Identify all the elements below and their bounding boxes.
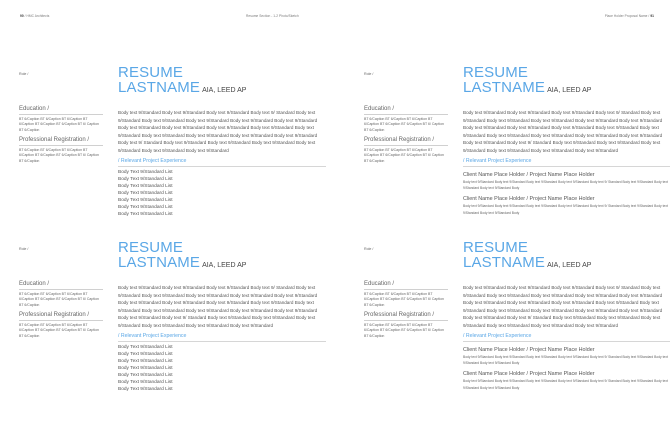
page-header <box>0 0 670 30</box>
resume-main <box>463 241 670 395</box>
list-item: Body Text 9/Standard List <box>118 183 173 189</box>
education-title: Education / <box>364 281 448 290</box>
registration-title: Professional Registration / <box>364 137 448 146</box>
project-description: Body text 9/Standard Body text 9/Standard Body text 9/Standard Body text 9/Standard Body text 9/ Standard Body text 9/Standard Body text 9/Standard Body text 9/Standard Body <box>463 179 668 190</box>
project-title: Client Name Place Holder / Project Name Place Holder <box>463 346 595 353</box>
registration-section <box>19 137 103 164</box>
credentials: AIA, LEED AP <box>547 87 592 94</box>
registration-section <box>19 312 103 339</box>
name-second-line <box>463 255 670 274</box>
list-item: Body Text 9/Standard List <box>118 211 173 217</box>
resume-main <box>118 241 326 393</box>
section-label: Resume Section - 1-2 Photo/Sketch <box>246 14 299 18</box>
name-first-line: RESUME <box>118 64 184 81</box>
list-item: Body Text 9/Standard List <box>118 190 173 196</box>
bio-paragraph: Body text 9/Standard Body text 9/Standard Body text 9/Standard Body text 9/ Standard Body text 9/Standard Body text 9/Standard Body text 9/Standard Body text 9/Standard Body text 9/Standard Body text 9/Standard Body text 9/Standard Body text 9/Standard Body text 9/Standard Body text 9/Standard Body text 9/Standard Body text 9/Standard Body text 9/Standard Body text 9/Standard Body text 9/ Standard Body text 9/Standard Body text 9/Standard Body text 9/Standard Body text 9/Standard Body text 9/Standard Body text 9/Standard <box>118 110 318 153</box>
name-first-line: RESUME <box>463 239 529 256</box>
list-item: Body Text 9/Standard List <box>118 351 173 357</box>
resume-main <box>118 66 326 218</box>
registration-section <box>364 137 448 164</box>
registration-title: Professional Registration / <box>19 137 103 146</box>
registration-title: Professional Registration / <box>364 312 448 321</box>
name-second-line <box>463 80 670 99</box>
name-second-line <box>118 80 326 99</box>
role-label: Role / <box>19 247 29 251</box>
project-entry <box>463 171 670 192</box>
education-section <box>19 106 103 133</box>
role-label: Role / <box>364 72 374 76</box>
list-item: Body Text 9/Standard List <box>118 169 173 175</box>
experience-list <box>118 344 326 393</box>
project-entry <box>463 370 670 391</box>
list-item: Body Text 9/Standard List <box>118 372 173 378</box>
education-title: Education / <box>19 106 103 115</box>
left-folio <box>20 14 49 18</box>
project-description: Body text 9/Standard Body text 9/Standard Body text 9/Standard Body text 9/Standard Body text 9/ Standard Body text 9/Standard Body text 9/Standard Body text 9/Standard Body <box>463 204 668 215</box>
education-body: BT 6/Caption BT 6/Caption BT 6/Caption BT 6/Caption BT 6/Caption BT 6/Caption BT 6/ Caption BT 6/Caption <box>19 292 99 307</box>
last-name: LASTNAME <box>463 254 546 271</box>
last-name: LASTNAME <box>118 254 201 271</box>
registration-body: BT 6/Caption BT 6/Caption BT 6/Caption BT 6/Caption BT 6/Caption BT 6/Caption BT 6/ Caption BT 6/Caption <box>364 148 444 163</box>
list-item: Body Text 9/Standard List <box>118 197 173 203</box>
last-name: LASTNAME <box>118 79 201 96</box>
project-description: Body text 9/Standard Body text 9/Standard Body text 9/Standard Body text 9/Standard Body text 9/ Standard Body text 9/Standard Body text 9/Standard Body text 9/Standard Body <box>463 354 668 365</box>
education-section <box>364 281 448 308</box>
list-item: Body Text 9/Standard List <box>118 379 173 385</box>
education-section <box>19 281 103 308</box>
education-body: BT 6/Caption BT 6/Caption BT 6/Caption BT 6/Caption BT 6/Caption BT 6/Caption BT 6/ Caption BT 6/Caption <box>19 117 99 132</box>
resume-main <box>463 66 670 220</box>
role-label: Role / <box>364 247 374 251</box>
education-body: BT 6/Caption BT 6/Caption BT 6/Caption BT 6/Caption BT 6/Caption BT 6/Caption BT 6/ Caption BT 6/Caption <box>364 292 444 307</box>
resume-card <box>364 66 670 246</box>
resume-card <box>19 241 337 421</box>
project-description: Body text 9/Standard Body text 9/Standard Body text 9/Standard Body text 9/Standard Body text 9/ Standard Body text 9/Standard Body text 9/Standard Body text 9/Standard Body <box>463 379 668 390</box>
registration-title: Professional Registration / <box>19 312 103 321</box>
relevant-experience-title: / Relevant Project Experience <box>118 333 326 342</box>
education-title: Education / <box>19 281 103 290</box>
proposal-name: Place Holder Proposal Name / <box>604 14 651 18</box>
education-body: BT 6/Caption BT 6/Caption BT 6/Caption BT 6/Caption BT 6/Caption BT 6/Caption BT 6/ Caption BT 6/Caption <box>364 117 444 132</box>
relevant-experience-title: / Relevant Project Experience <box>463 158 670 167</box>
resume-card <box>364 241 670 421</box>
relevant-experience-title: / Relevant Project Experience <box>463 333 670 342</box>
registration-section <box>364 312 448 339</box>
name-first-line: RESUME <box>118 239 184 256</box>
list-item: Body Text 9/Standard List <box>118 386 173 392</box>
list-item: Body Text 9/Standard List <box>118 176 173 182</box>
list-item: Body Text 9/Standard List <box>118 358 173 364</box>
bio-paragraph: Body text 9/Standard Body text 9/Standard Body text 9/Standard Body text 9/ Standard Body text 9/Standard Body text 9/Standard Body text 9/Standard Body text 9/Standard Body text 9/Standard Body text 9/Standard Body text 9/Standard Body text 9/Standard Body text 9/Standard Body text 9/Standard Body text 9/Standard Body text 9/Standard Body text 9/Standard Body text 9/Standard Body text 9/Standard Body text 9/ Standard Body text 9/Standard Body text 9/Standard Body text 9/Standard Body text 9/Standard Body text 9/Standard Body text 9/Standard <box>463 110 663 153</box>
project-title: Client Name Place Holder / Project Name Place Holder <box>463 371 595 378</box>
project-entry <box>463 195 670 216</box>
project-title: Client Name Place Holder / Project Name Place Holder <box>463 171 595 178</box>
experience-list <box>118 169 326 218</box>
left-page-number: 90 <box>20 14 24 18</box>
list-item: Body Text 9/Standard List <box>118 344 173 350</box>
education-section <box>364 106 448 133</box>
registration-body: BT 6/Caption BT 6/Caption BT 6/Caption BT 6/Caption BT 6/Caption BT 6/Caption BT 6/ Caption BT 6/Caption <box>364 323 444 338</box>
right-folio <box>605 14 654 18</box>
relevant-experience-title: / Relevant Project Experience <box>118 158 326 167</box>
list-item: Body Text 9/Standard List <box>118 204 173 210</box>
bio-paragraph: Body text 9/Standard Body text 9/Standard Body text 9/Standard Body text 9/ Standard Body text 9/Standard Body text 9/Standard Body text 9/Standard Body text 9/Standard Body text 9/Standard Body text 9/Standard Body text 9/Standard Body text 9/Standard Body text 9/Standard Body text 9/Standard Body text 9/Standard Body text 9/Standard Body text 9/Standard Body text 9/Standard Body text 9/Standard Body text 9/ Standard Body text 9/Standard Body text 9/Standard Body text 9/Standard Body text 9/Standard Body text 9/Standard Body text 9/Standard <box>463 285 663 328</box>
last-name: LASTNAME <box>463 79 546 96</box>
education-title: Education / <box>364 106 448 115</box>
right-page-number: 91 <box>650 14 654 18</box>
registration-body: BT 6/Caption BT 6/Caption BT 6/Caption BT 6/Caption BT 6/Caption BT 6/Caption BT 6/ Caption BT 6/Caption <box>19 323 99 338</box>
project-entry <box>463 346 670 367</box>
list-item: Body Text 9/Standard List <box>118 365 173 371</box>
name-second-line <box>118 255 326 274</box>
credentials: AIA, LEED AP <box>547 262 592 269</box>
registration-body: BT 6/Caption BT 6/Caption BT 6/Caption BT 6/Caption BT 6/Caption BT 6/Caption BT 6/ Caption BT 6/Caption <box>19 148 99 163</box>
bio-paragraph: Body text 9/Standard Body text 9/Standard Body text 9/Standard Body text 9/ Standard Body text 9/Standard Body text 9/Standard Body text 9/Standard Body text 9/Standard Body text 9/Standard Body text 9/Standard Body text 9/Standard Body text 9/Standard Body text 9/Standard Body text 9/Standard Body text 9/Standard Body text 9/Standard Body text 9/Standard Body text 9/Standard Body text 9/Standard Body text 9/ Standard Body text 9/Standard Body text 9/Standard Body text 9/Standard Body text 9/Standard Body text 9/Standard Body text 9/Standard <box>118 285 318 328</box>
credentials: AIA, LEED AP <box>202 87 247 94</box>
firm-name: / HMC Architects <box>23 14 50 18</box>
resume-card <box>19 66 337 246</box>
name-first-line: RESUME <box>463 64 529 81</box>
project-title: Client Name Place Holder / Project Name Place Holder <box>463 196 595 203</box>
role-label: Role / <box>19 72 29 76</box>
credentials: AIA, LEED AP <box>202 262 247 269</box>
